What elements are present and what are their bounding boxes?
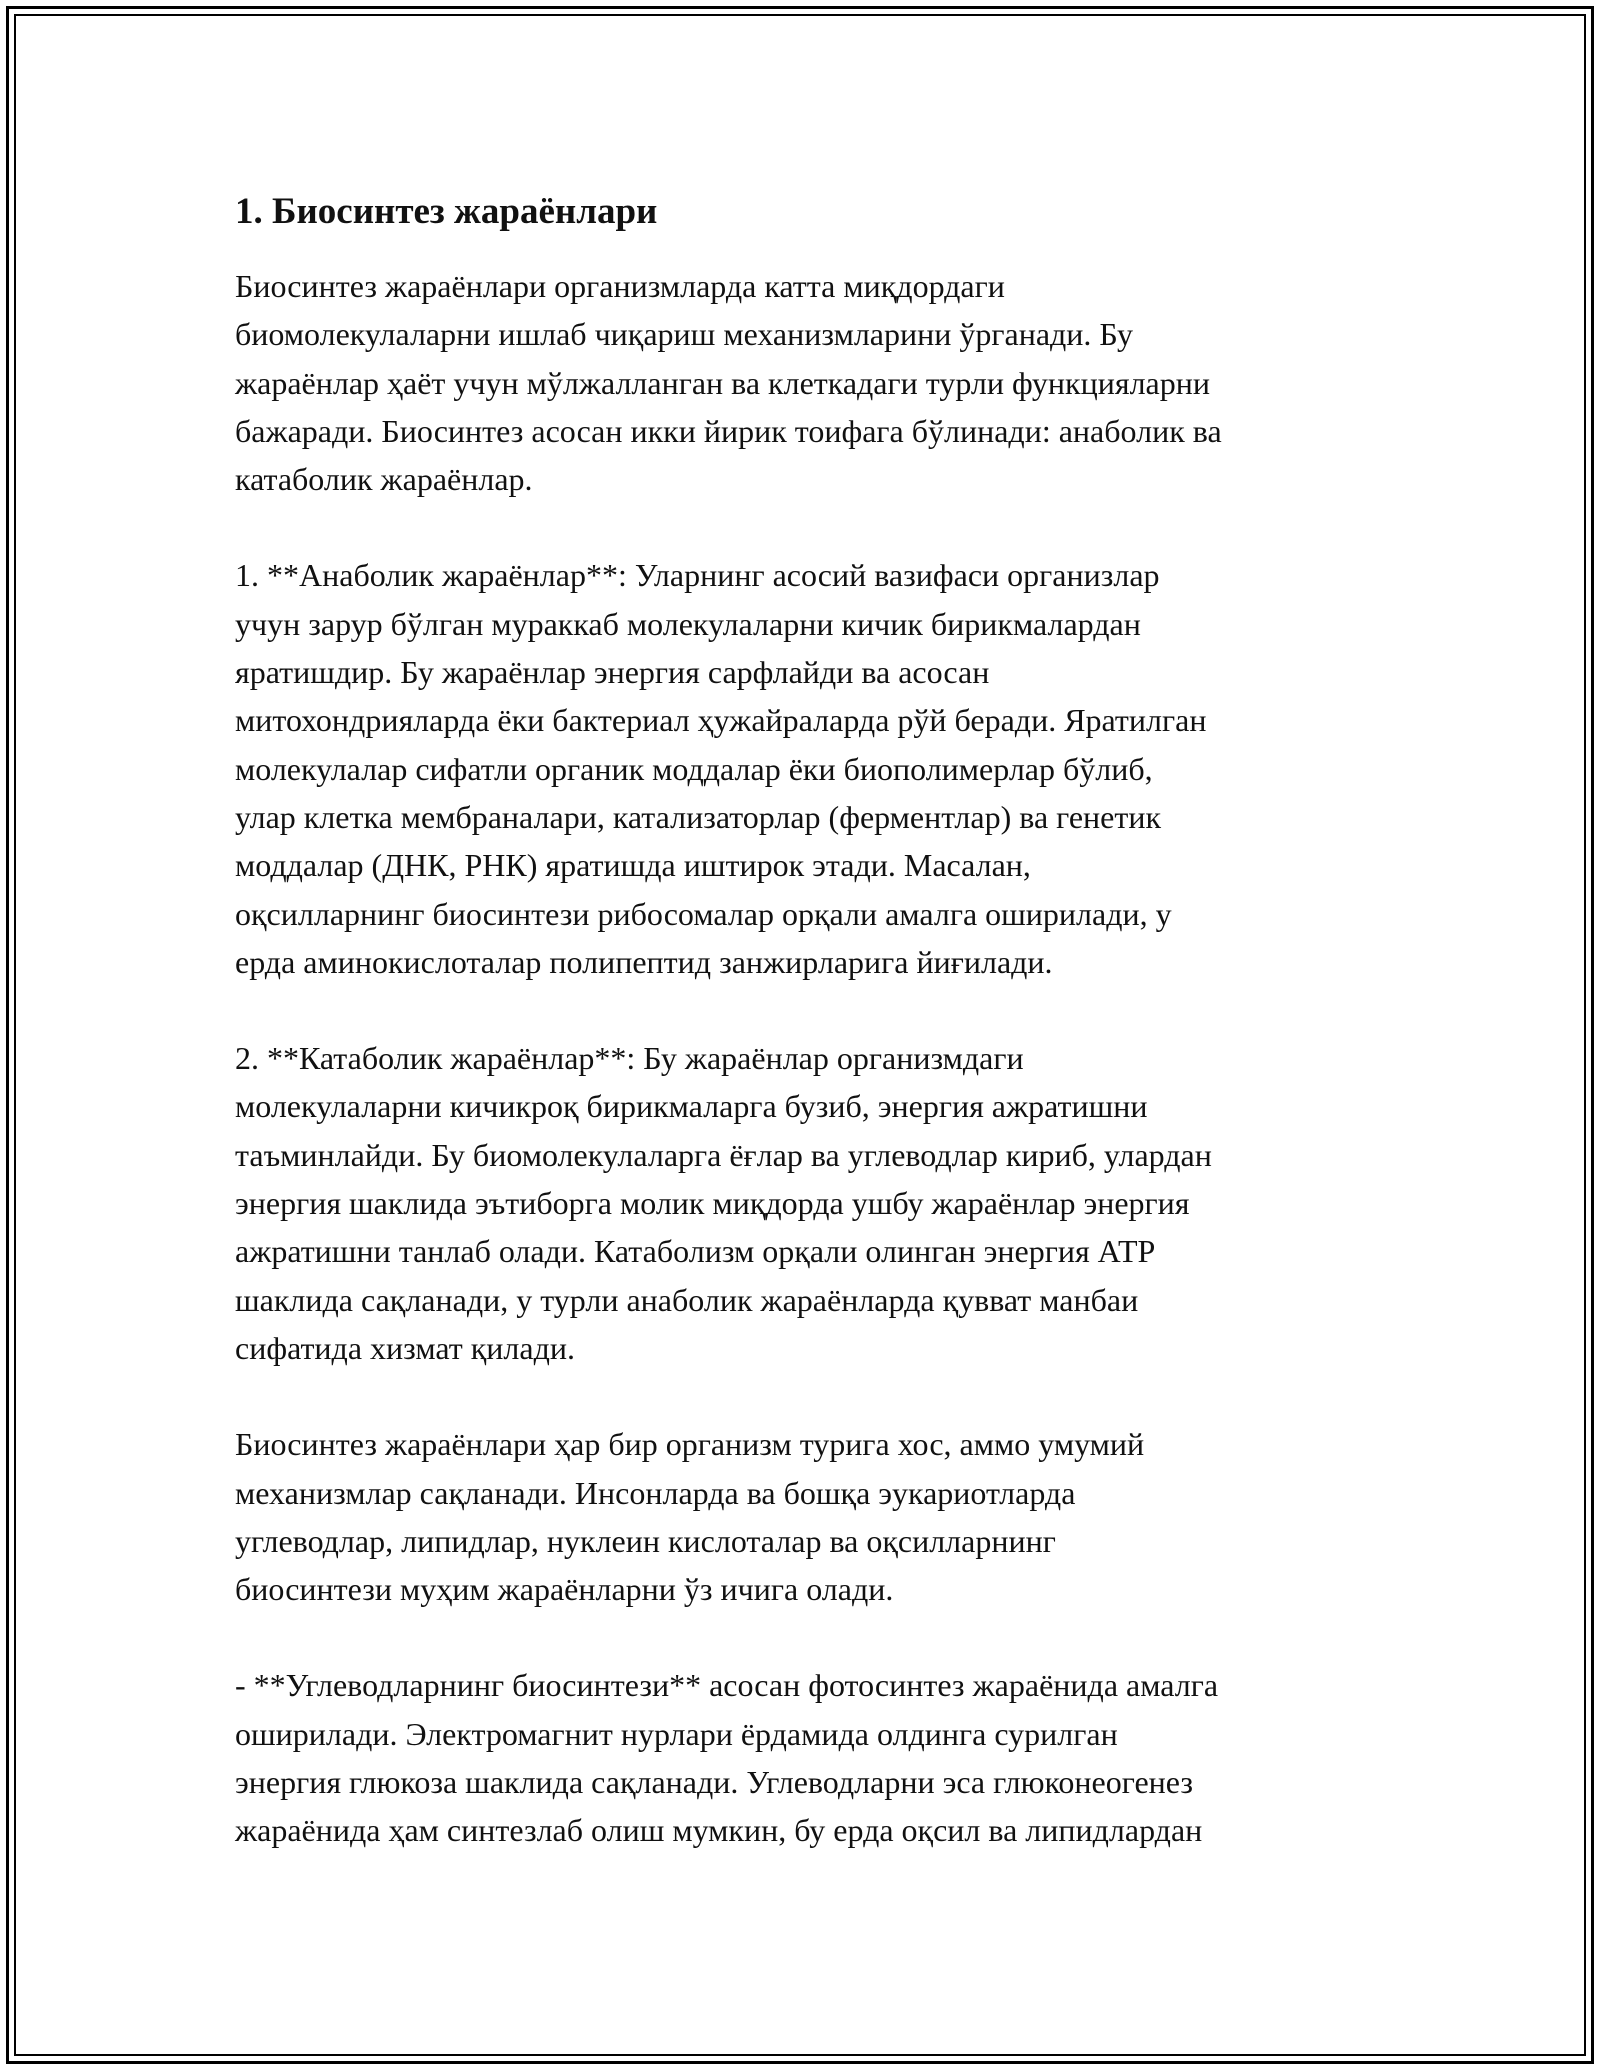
paragraph-intro: Биосинтез жараёнлари организмларда катта миқдордаги биомолекулаларни ишлаб чиқариш механизмларини ўрганади. Бу жараёнлар ҳаёт учун мўлжалланган ва клеткадаги турли функцияларни бажаради. Биосинтез асосан икки йирик тоифага бўлинади: анаболик ва катаболик жараёнлар. (235, 268, 1222, 498)
paragraph-catabolic: 2. **Катаболик жараёнлар**: Бу жараёнлар организмдаги молекулаларни кичикроқ бирикмаларга бузиб, энергия ажратишни таъминлайди. Бу биомолекулаларга ёғлар ва углеводлар кириб, улардан энергия шаклида эътиборга молик миқдорда ушбу жараёнлар энергия ажратишни танлаб олади. Катаболизм орқали олинган энергия АТР шаклида сақланади, у турли анаболик жараёнларда қувват манбаи сифатида хизмат қилади. (235, 1040, 1212, 1366)
paragraph-carbohydrates: - **Углеводларнинг биосинтези** асосан фотосинтез жараёнида амалга оширилади. Электромагнит нурлари ёрдамида олдинга сурилган энергия глюкоза шаклида сақланади. Углеводларни эса глюконеогенез жараёнида ҳам синтезлаб олиш мумкин, бу ерда оқсил ва липидлардан (235, 1667, 1219, 1849)
document-body (235, 188, 1385, 1903)
section-heading: 1. Биосинтез жараёнлари (235, 191, 658, 232)
paragraph-anabolic: 1. **Анаболик жараёнлар**: Уларнинг асосий вазифаси организлар учун зарур бўлган мураккаб молекулаларни кичик бирикмалардан яратишдир. Бу жараёнлар энергия сарфлайди ва асосан митохондрияларда ёки бактериал ҳужайраларда рўй беради. Яратилган молекулалар сифатли органик моддалар ёки биополимерлар бўлиб, улар клетка мембраналари, катализаторлар (ферментлар) ва генетик моддалар (ДНК, РНК) яратишда иштирок этади. Масалан, оқсилларнинг биосинтези рибосомалар орқали амалга оширилади, у ерда аминокислоталар полипептид занжирларига йиғилади. (235, 557, 1207, 980)
paragraph-organisms: Биосинтез жараёнлари ҳар бир организм турига хос, аммо умумий механизмлар сақланади. Инсонларда ва бошқа эукариотларда углеводлар, липидлар, нуклеин кислоталар ва оқсилларнинг биосинтези муҳим жараёнларни ўз ичига олади. (235, 1426, 1145, 1608)
